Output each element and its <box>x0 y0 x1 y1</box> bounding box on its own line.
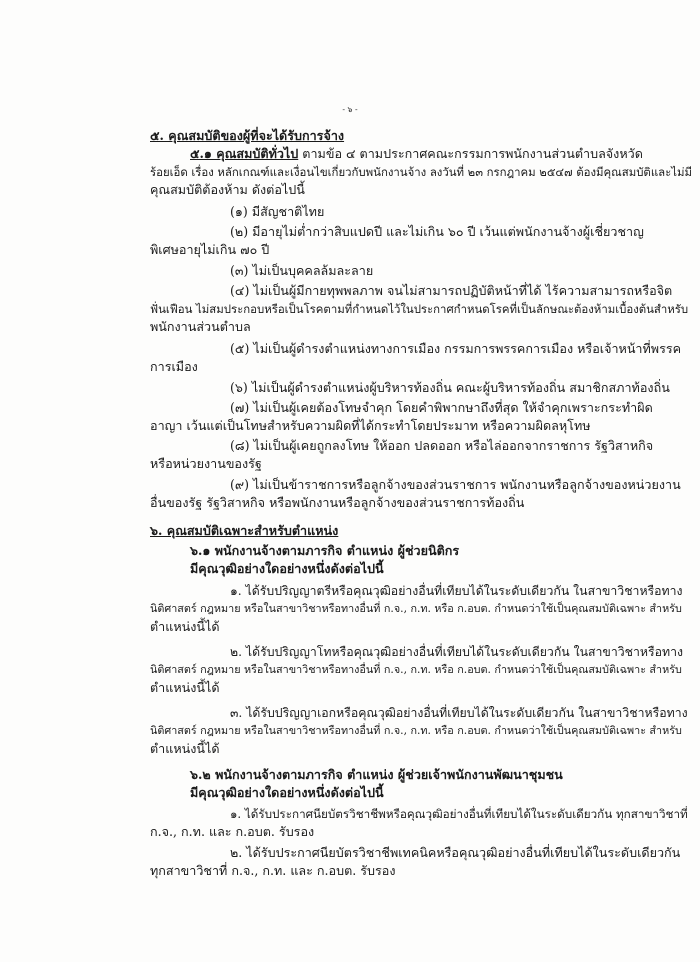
section-6-heading: ๖. คุณสมบัติเฉพาะสำหรับตำแหน่ง <box>150 523 339 538</box>
section-5-1-line-2: ร้อยเอ็ด เรื่อง หลักเกณฑ์และเงื่อนไขเกี่ยวกับพนักงานจ้าง ลงวันที่ ๒๓ กรกฎาคม ๒๕๔๗ ต้องมีคุณสมบัติและไม่มี <box>150 165 693 179</box>
certificate-item: ๒. ได้รับประกาศนียบัตรวิชาชีพเทคนิคหรือคุณวุฒิอย่างอื่นที่เทียบได้ในระดับเดียวกัน <box>230 845 681 860</box>
qualification-item: (๖) ไม่เป็นผู้ดำรงตำแหน่งผู้บริหารท้องถิ่น คณะผู้บริหารท้องถิ่น สมาชิกสภาท้องถิ่น <box>230 380 670 395</box>
section-5-1-line-1 <box>190 146 643 162</box>
qualification-item: (๑) มีสัญชาติไทย <box>230 204 325 219</box>
degree-item: ๓. ได้รับปริญญาเอกหรือคุณวุฒิอย่างอื่นที่เทียบได้ในระดับเดียวกัน ในสาขาวิชาหรือทาง <box>230 706 688 720</box>
section-6-2-subtitle: มีคุณวุฒิอย่างใดอย่างหนึ่งดังต่อไปนี้ <box>190 785 384 800</box>
degree-item-cont: ตำแหน่งนี้ได้ <box>150 680 220 695</box>
qualification-item: (๕) ไม่เป็นผู้ดำรงตำแหน่งทางการเมือง กรรมการพรรคการเมือง หรือเจ้าหน้าที่พรรค <box>230 341 682 356</box>
qualification-item: (๓) ไม่เป็นบุคคลล้มละลาย <box>230 263 374 278</box>
certificate-item-cont: ทุกสาขาวิชาที่ ก.จ., ก.ท. และ ก.อบต. รับรอง <box>150 863 396 878</box>
qualification-item-cont: พิเศษอายุไม่เกิน ๗๐ ปี <box>150 242 270 257</box>
section-5-1-heading: ๕.๑ คุณสมบัติทั่วไป <box>190 146 299 161</box>
degree-item-cont: ตำแหน่งนี้ได้ <box>150 619 220 634</box>
qualification-item-cont: อาญา เว้นแต่เป็นโทษสำหรับความผิดที่ได้กระทำโดยประมาท หรือความผิดลหุโทษ <box>150 418 591 433</box>
section-5-1-intro: ตามข้อ ๔ ตามประกาศคณะกรรมการพนักงานส่วนตำบลจังหวัด <box>302 146 643 161</box>
qualification-item: (๘) ไม่เป็นผู้เคยถูกลงโทษ ให้ออก ปลดออก หรือไล่ออกจากราชการ รัฐวิสาหกิจ <box>230 438 654 453</box>
qualification-item-cont: ฟั่นเฟือน ไม่สมประกอบหรือเป็นโรคตามที่กำหนดไว้ในประกาศกำหนดโรคที่เป็นลักษณะต้องห้ามเบื้องต้นสำหรับ <box>150 302 689 316</box>
section-6-1-subtitle: มีคุณวุฒิอย่างใดอย่างหนึ่งดังต่อไปนี้ <box>190 561 384 576</box>
qualification-item-cont: การเมือง <box>150 359 198 374</box>
degree-item: ๒. ได้รับปริญญาโทหรือคุณวุฒิอย่างอื่นที่เทียบได้ในระดับเดียวกัน ในสาขาวิชาหรือทาง <box>230 645 683 659</box>
section-5-heading: ๕. คุณสมบัติของผู้ที่จะได้รับการจ้าง <box>150 128 345 143</box>
qualification-item-cont: หรือหน่วยงานของรัฐ <box>150 456 262 471</box>
degree-item-cont: นิติศาสตร์ กฎหมาย หรือในสาขาวิชาหรือทางอื่นที่ ก.จ., ก.ท. หรือ ก.อบต. กำหนดว่าใช้เป็นคุณสมบัติเฉพาะ สำหรับ <box>150 724 682 737</box>
qualification-item: (๗) ไม่เป็นผู้เคยต้องโทษจำคุก โดยคำพิพากษาถึงที่สุด ให้จำคุกเพราะกระทำผิด <box>230 400 653 415</box>
qualification-item-cont: อื่นของรัฐ รัฐวิสาหกิจ หรือพนักงานหรือลูกจ้างของส่วนราชการท้องถิ่น <box>150 495 525 510</box>
section-6-1-title: ๖.๑ พนักงานจ้างตามภารกิจ ตำแหน่ง ผู้ช่วยนิติกร <box>190 543 460 558</box>
section-6-2-title: ๖.๒ พนักงานจ้างตามภารกิจ ตำแหน่ง ผู้ช่วยเจ้าพนักงานพัฒนาชุมชน <box>190 767 563 782</box>
section-5-1-line-3: คุณสมบัติต้องห้าม ดังต่อไปนี้ <box>150 182 305 197</box>
degree-item: ๑. ได้รับปริญญาตรีหรือคุณวุฒิอย่างอื่นที่เทียบได้ในระดับเดียวกัน ในสาขาวิชาหรือทาง <box>230 584 683 598</box>
page-number: - ๖ - <box>342 105 358 114</box>
qualification-item: (๙) ไม่เป็นข้าราชการหรือลูกจ้างของส่วนราชการ พนักงานหรือลูกจ้างของหน่วยงาน <box>230 477 681 492</box>
degree-item-cont: นิติศาสตร์ กฎหมาย หรือในสาขาวิชาหรือทางอื่นที่ ก.จ., ก.ท. หรือ ก.อบต. กำหนดว่าใช้เป็นคุณสมบัติเฉพาะ สำหรับ <box>150 602 682 615</box>
certificate-item-cont: ก.จ., ก.ท. และ ก.อบต. รับรอง <box>150 824 315 839</box>
qualification-item-cont: พนักงานส่วนตำบล <box>150 319 251 334</box>
certificate-item: ๑. ได้รับประกาศนียบัตรวิชาชีพหรือคุณวุฒิอย่างอื่นที่เทียบได้ในระดับเดียวกัน ทุกสาขาวิชาที่ <box>230 807 688 821</box>
degree-item-cont: ตำแหน่งนี้ได้ <box>150 741 220 756</box>
qualification-item: (๒) มีอายุไม่ต่ำกว่าสิบแปดปี และไม่เกิน ๖๐ ปี เว้นแต่พนักงานจ้างผู้เชี่ยวชาญ <box>230 224 644 239</box>
degree-item-cont: นิติศาสตร์ กฎหมาย หรือในสาขาวิชาหรือทางอื่นที่ ก.จ., ก.ท. หรือ ก.อบต. กำหนดว่าใช้เป็นคุณสมบัติเฉพาะ สำหรับ <box>150 663 682 676</box>
qualification-item: (๔) ไม่เป็นผู้มีกายทุพพลภาพ จนไม่สามารถปฏิบัติหน้าที่ได้ ไร้ความสามารถหรือจิต <box>230 283 673 298</box>
